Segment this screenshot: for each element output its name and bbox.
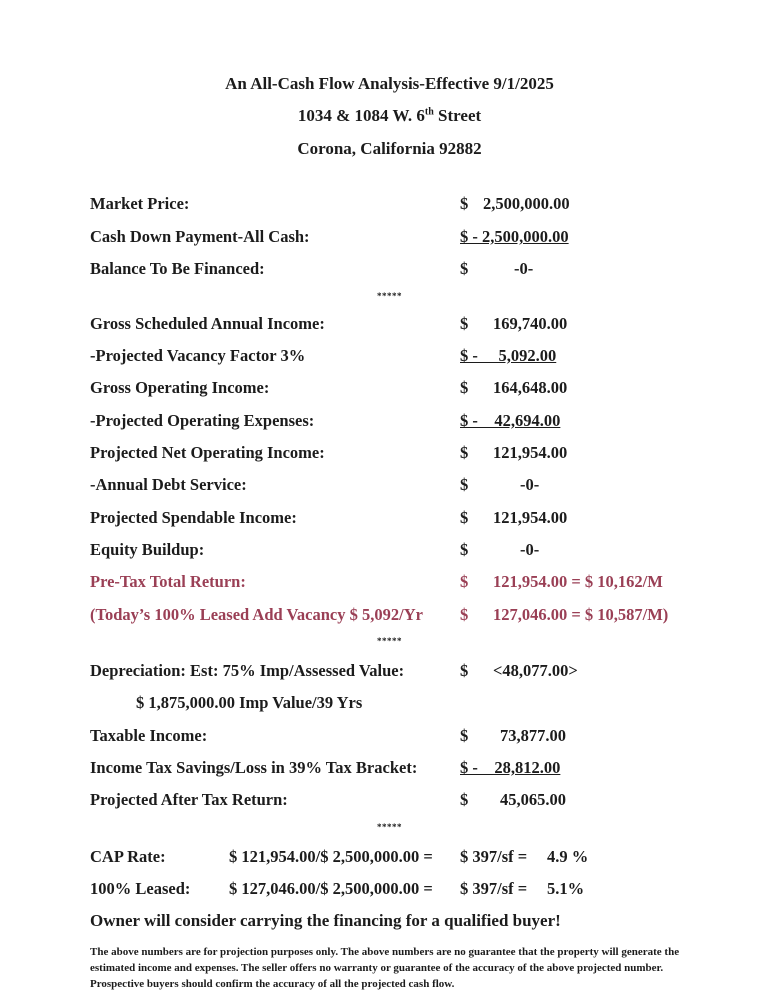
equity-buildup-dollar: $ — [460, 540, 469, 559]
after-tax-return-dollar: $ — [460, 790, 469, 809]
page-title: An All-Cash Flow Analysis-Effective 9/1/2025 — [225, 74, 554, 93]
leased-vacancy-dollar: $ — [460, 605, 469, 624]
cap-rate-formula: $ 121,954.00/$ 2,500,000.00 = — [229, 847, 433, 866]
market-price-label: Market Price: — [90, 194, 190, 213]
balance-financed-label: Balance To Be Financed: — [90, 259, 265, 278]
spendable-income-label: Projected Spendable Income: — [90, 508, 297, 527]
cap-rate-label: CAP Rate: — [90, 847, 166, 866]
separator-3: ***** — [377, 822, 402, 832]
cash-down-value: $ - 2,500,000.00 — [460, 227, 569, 246]
net-operating-income-dollar: $ — [460, 443, 469, 462]
taxable-income-value: 73,877.00 — [500, 726, 566, 745]
net-operating-income-value: 121,954.00 — [493, 443, 568, 462]
leased-cap-psf: $ 397/sf = — [460, 879, 528, 898]
gross-operating-income-value: 164,648.00 — [493, 378, 568, 397]
operating-expenses-value: $ - 42,694.00 — [460, 411, 561, 430]
pre-tax-return-value: 121,954.00 = $ 10,162/M — [493, 572, 663, 591]
gross-operating-income-dollar: $ — [460, 378, 469, 397]
separator-1: ***** — [377, 291, 402, 301]
tax-savings-value: $ - 28,812.00 — [460, 758, 561, 777]
after-tax-return-value: 45,065.00 — [500, 790, 566, 809]
cap-rate-value: 4.9 % — [547, 847, 589, 866]
equity-buildup-value: -0- — [520, 540, 540, 559]
gross-scheduled-income-value: 169,740.00 — [493, 314, 568, 333]
leased-cap-label: 100% Leased: — [90, 879, 191, 898]
gross-operating-income-label: Gross Operating Income: — [90, 378, 270, 397]
debt-service-label: -Annual Debt Service: — [90, 475, 247, 494]
operating-expenses-label: -Projected Operating Expenses: — [90, 411, 315, 430]
owner-financing-note: Owner will consider carrying the financing for a qualified buyer! — [90, 911, 561, 930]
equity-buildup-label: Equity Buildup: — [90, 540, 205, 559]
after-tax-return-label: Projected After Tax Return: — [90, 790, 288, 809]
separator-2: ***** — [377, 636, 402, 646]
address-superscript: th — [424, 106, 434, 118]
imp-value-line: $ 1,875,000.00 Imp Value/39 Yrs — [136, 693, 363, 712]
disclaimer: The above numbers are for projection purposes only. The above numbers are no guarantee that the property will generate the estimated income and expenses. The seller offers no warranty or guarantee of the accuracy of the above projected number. Prospective buyers should confirm the accuracy of all the projected cash flow. — [90, 946, 680, 990]
debt-service-value: -0- — [520, 475, 540, 494]
taxable-income-label: Taxable Income: — [90, 726, 208, 745]
tax-savings-label: Income Tax Savings/Loss in 39% Tax Bracket: — [90, 758, 418, 777]
spendable-income-dollar: $ — [460, 508, 469, 527]
gross-scheduled-income-label: Gross Scheduled Annual Income: — [90, 314, 325, 333]
spendable-income-value: 121,954.00 — [493, 508, 568, 527]
taxable-income-dollar: $ — [460, 726, 469, 745]
balance-financed-dollar: $ — [460, 259, 469, 278]
leased-cap-formula: $ 127,046.00/$ 2,500,000.00 = — [229, 879, 433, 898]
vacancy-factor-value: $ - 5,092.00 — [460, 346, 557, 365]
depreciation-label: Depreciation: Est: 75% Imp/Assessed Value: — [90, 661, 405, 680]
cash-down-label: Cash Down Payment-All Cash: — [90, 227, 310, 246]
market-price-value: 2,500,000.00 — [483, 194, 570, 213]
pre-tax-return-dollar: $ — [460, 572, 469, 591]
gross-scheduled-income-dollar: $ — [460, 314, 469, 333]
leased-vacancy-value: 127,046.00 = $ 10,587/M) — [493, 605, 669, 624]
balance-financed-value: -0- — [514, 259, 534, 278]
address-line — [0, 106, 779, 126]
pre-tax-return-label: Pre-Tax Total Return: — [90, 572, 246, 591]
address-prefix: 1034 & 1084 W. 6 — [297, 106, 425, 125]
cap-rate-psf: $ 397/sf = — [460, 847, 528, 866]
debt-service-dollar: $ — [460, 475, 469, 494]
market-price-dollar: $ — [460, 194, 469, 213]
city-line: Corona, California 92882 — [297, 139, 482, 158]
address-suffix: Street — [433, 106, 482, 125]
depreciation-value: <48,077.00> — [493, 661, 578, 680]
leased-cap-value: 5.1% — [547, 879, 585, 898]
net-operating-income-label: Projected Net Operating Income: — [90, 443, 325, 462]
leased-vacancy-label: (Today’s 100% Leased Add Vacancy $ 5,092/Yr — [90, 605, 423, 624]
depreciation-dollar: $ — [460, 661, 469, 680]
vacancy-factor-label: -Projected Vacancy Factor 3% — [90, 346, 306, 365]
